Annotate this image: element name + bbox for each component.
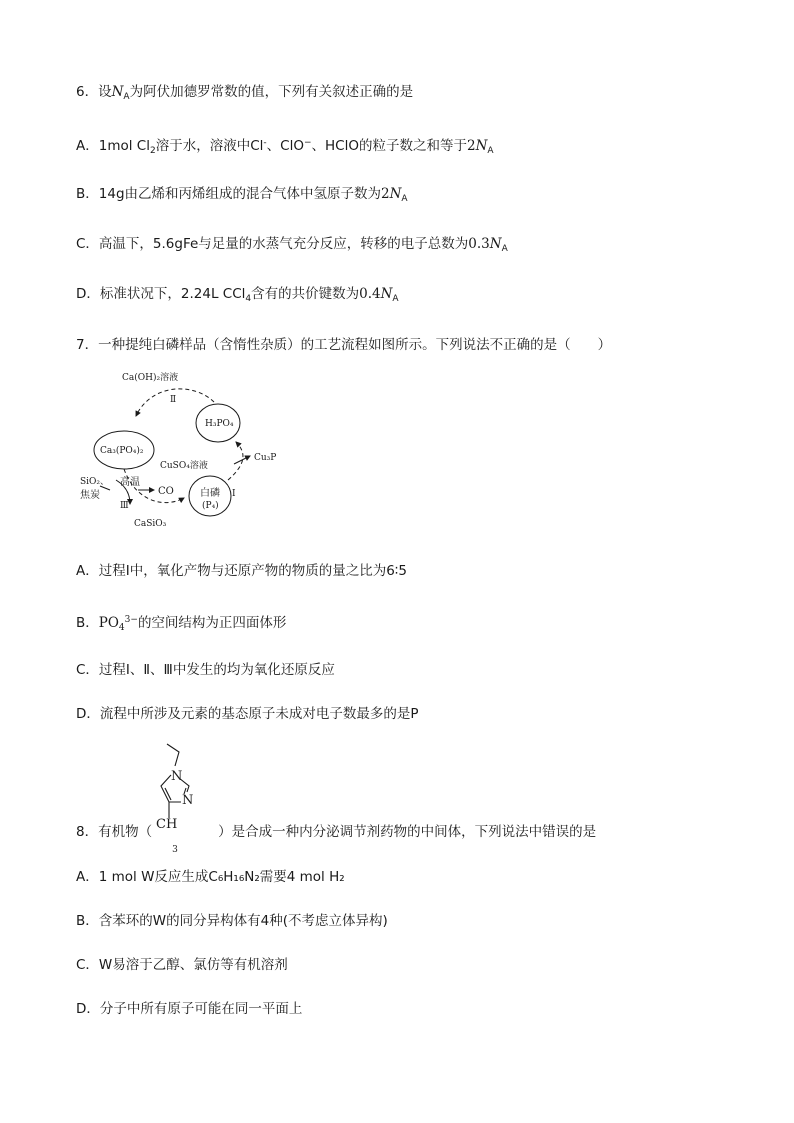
q6-d-text2: 含有的共价键数为 xyxy=(251,286,360,302)
q8-option-d: D．分子中所有原子可能在同一平面上 xyxy=(76,1001,303,1017)
label-ii: Ⅱ xyxy=(170,395,177,405)
q6-b-text: B．14g由乙烯和丙烯组成的混合气体中氢原子数为 xyxy=(76,186,382,202)
q6-c-na: N xyxy=(489,236,502,252)
q6-c-na-sub: A xyxy=(501,244,508,254)
q8-option-a: A．1 mol W反应生成C₆H₁₆N₂需要4 mol H₂ xyxy=(76,869,345,885)
label-cu3p: Cu₃P xyxy=(254,453,277,463)
q8-stem-post: ）是合成一种内分泌调节剂药物的中间体，下列说法中错误的是 xyxy=(218,824,597,840)
label-p4: (P₄) xyxy=(202,501,219,511)
na-subscript: A xyxy=(123,92,130,102)
process-flow-diagram xyxy=(76,368,296,538)
q6-c-coef: 0.3 xyxy=(468,236,490,252)
label-gaowen: 高温 xyxy=(120,477,140,488)
q6-stem-post: 为阿伏加德罗常数的值，下列有关叙述正确的是 xyxy=(129,84,414,100)
q6-stem xyxy=(76,82,413,107)
q6-d-text1: D．标准状况下，2.24L CCl xyxy=(76,286,246,302)
q6-option-c xyxy=(76,234,508,259)
label-casio3: CaSiO₃ xyxy=(134,519,167,529)
q7-b-prefix: B． xyxy=(76,615,99,631)
q7-option-b xyxy=(76,610,286,638)
q6-c-text: C．高温下，5.6gFe与足量的水蒸气充分反应，转移的电子总数为 xyxy=(76,236,469,252)
label-h3po4: H₃PO₄ xyxy=(205,419,234,429)
q7-option-c: C．过程Ⅰ、Ⅱ、Ⅲ中发生的均为氧化还原反应 xyxy=(76,662,335,678)
q6-a-na-sub: A xyxy=(487,146,494,156)
imidazole-structure xyxy=(145,742,215,832)
q7-b-text: 的空间结构为正四面体形 xyxy=(137,615,287,631)
q8-option-b: B．含苯环的W的同分异构体有4种(不考虑立体异构) xyxy=(76,913,388,929)
label-jiaotan: 焦炭 xyxy=(80,490,100,501)
q8-option-c: C．W易溶于乙醇、氯仿等有机溶剂 xyxy=(76,957,288,973)
label-caoh2: Ca(OH)₂溶液 xyxy=(122,373,179,383)
q8-stem-pre: 8．有机物（ xyxy=(76,824,153,840)
q6-b-na-sub: A xyxy=(401,194,408,204)
label-sio2: SiO₂、 xyxy=(80,477,110,487)
q6-stem-pre: 6．设 xyxy=(76,84,112,100)
q6-a-text4: 、HClO的粒子数之和等于 xyxy=(311,138,467,154)
q6-a-sup2: − xyxy=(303,138,312,148)
ch3-subscript: 3 xyxy=(172,845,178,855)
q6-d-sub: 4 xyxy=(245,294,252,304)
q6-a-sup1: - xyxy=(263,138,267,148)
q6-option-d xyxy=(76,284,399,309)
label-ca3po42: Ca₃(PO₄)₂ xyxy=(100,446,144,456)
atom-ch3: CH xyxy=(156,817,178,832)
na-symbol: N xyxy=(111,84,124,100)
label-i: Ⅰ xyxy=(232,489,236,499)
q6-a-text2: 溶于水，溶液中Cl xyxy=(155,138,264,154)
q6-b-na: N xyxy=(389,186,402,202)
q6-a-text3: 、ClO xyxy=(266,138,304,154)
q7-b-phosphate: $PO_4^{3-}$ xyxy=(98,615,138,633)
atom-n1: N xyxy=(171,769,183,784)
q6-a-text1: A．1mol Cl xyxy=(76,138,150,154)
atom-n3: N xyxy=(182,793,194,808)
q6-b-coef: 2 xyxy=(381,186,390,202)
q7-option-a: A．过程Ⅰ中，氧化产物与还原产物的物质的量之比为6∶5 xyxy=(76,563,407,579)
q6-option-a xyxy=(76,133,494,161)
label-co: CO xyxy=(158,486,174,497)
label-iii: Ⅲ xyxy=(120,501,129,511)
q6-a-sub: 2 xyxy=(149,146,156,156)
q7-option-d: D．流程中所涉及元素的基态原子未成对电子数最多的是P xyxy=(76,706,419,722)
q6-a-coef: 2 xyxy=(466,138,476,154)
q7-stem: 7．一种提纯白磷样品（含惰性杂质）的工艺流程如图所示。下列说法不正确的是（ ） xyxy=(76,337,612,353)
q6-option-b xyxy=(76,184,408,209)
q6-d-na-sub: A xyxy=(392,294,399,304)
q6-a-na: N xyxy=(475,138,488,154)
label-baolin: 白磷 xyxy=(200,488,220,499)
label-cuso4: CuSO₄溶液 xyxy=(160,461,208,471)
q8-stem xyxy=(76,822,597,855)
q6-d-na: N xyxy=(380,286,393,302)
q6-d-coef: 0.4 xyxy=(359,286,381,302)
